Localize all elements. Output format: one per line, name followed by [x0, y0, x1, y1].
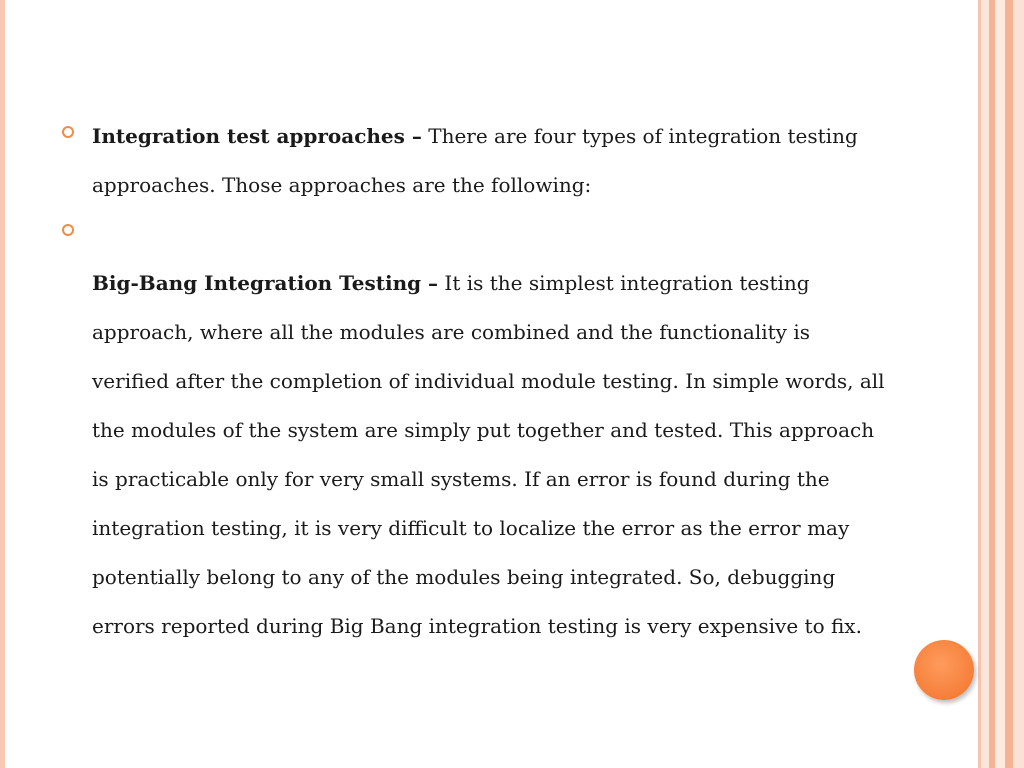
- bullet-icon: [62, 126, 74, 138]
- stripe: [1005, 0, 1013, 768]
- bullet-text: There are four types of integration testing approaches. Those approaches are the following:: [92, 124, 858, 197]
- stripe: [1013, 0, 1024, 768]
- stripe: [981, 0, 989, 768]
- bullet-item-big-bang: [60, 210, 890, 651]
- stripe: [995, 0, 1005, 768]
- blank-line: [92, 210, 890, 259]
- orange-circle-icon: [914, 640, 974, 700]
- slide-content: [60, 112, 890, 651]
- bullet-icon: [62, 224, 74, 236]
- bullet-item-integration-approaches: [60, 112, 890, 210]
- right-decorative-stripes: [978, 0, 1024, 768]
- left-decorative-stripe: [0, 0, 5, 768]
- bullet-heading: Big-Bang Integration Testing –: [92, 271, 439, 295]
- bullet-heading: Integration test approaches –: [92, 124, 422, 148]
- bullet-text: It is the simplest integration testing approach, where all the modules are combined and the functionality is verified after the completion of individual module testing. In simple words, all the modules of the system are simply put together and tested. This approach is practicable only for very small systems. If an error is found during the integration testing, it is very difficult to localize the error as the error may potentially belong to any of the modules being integrated. So, debugging errors reported during Big Bang integration testing is very expensive to fix.: [92, 271, 885, 638]
